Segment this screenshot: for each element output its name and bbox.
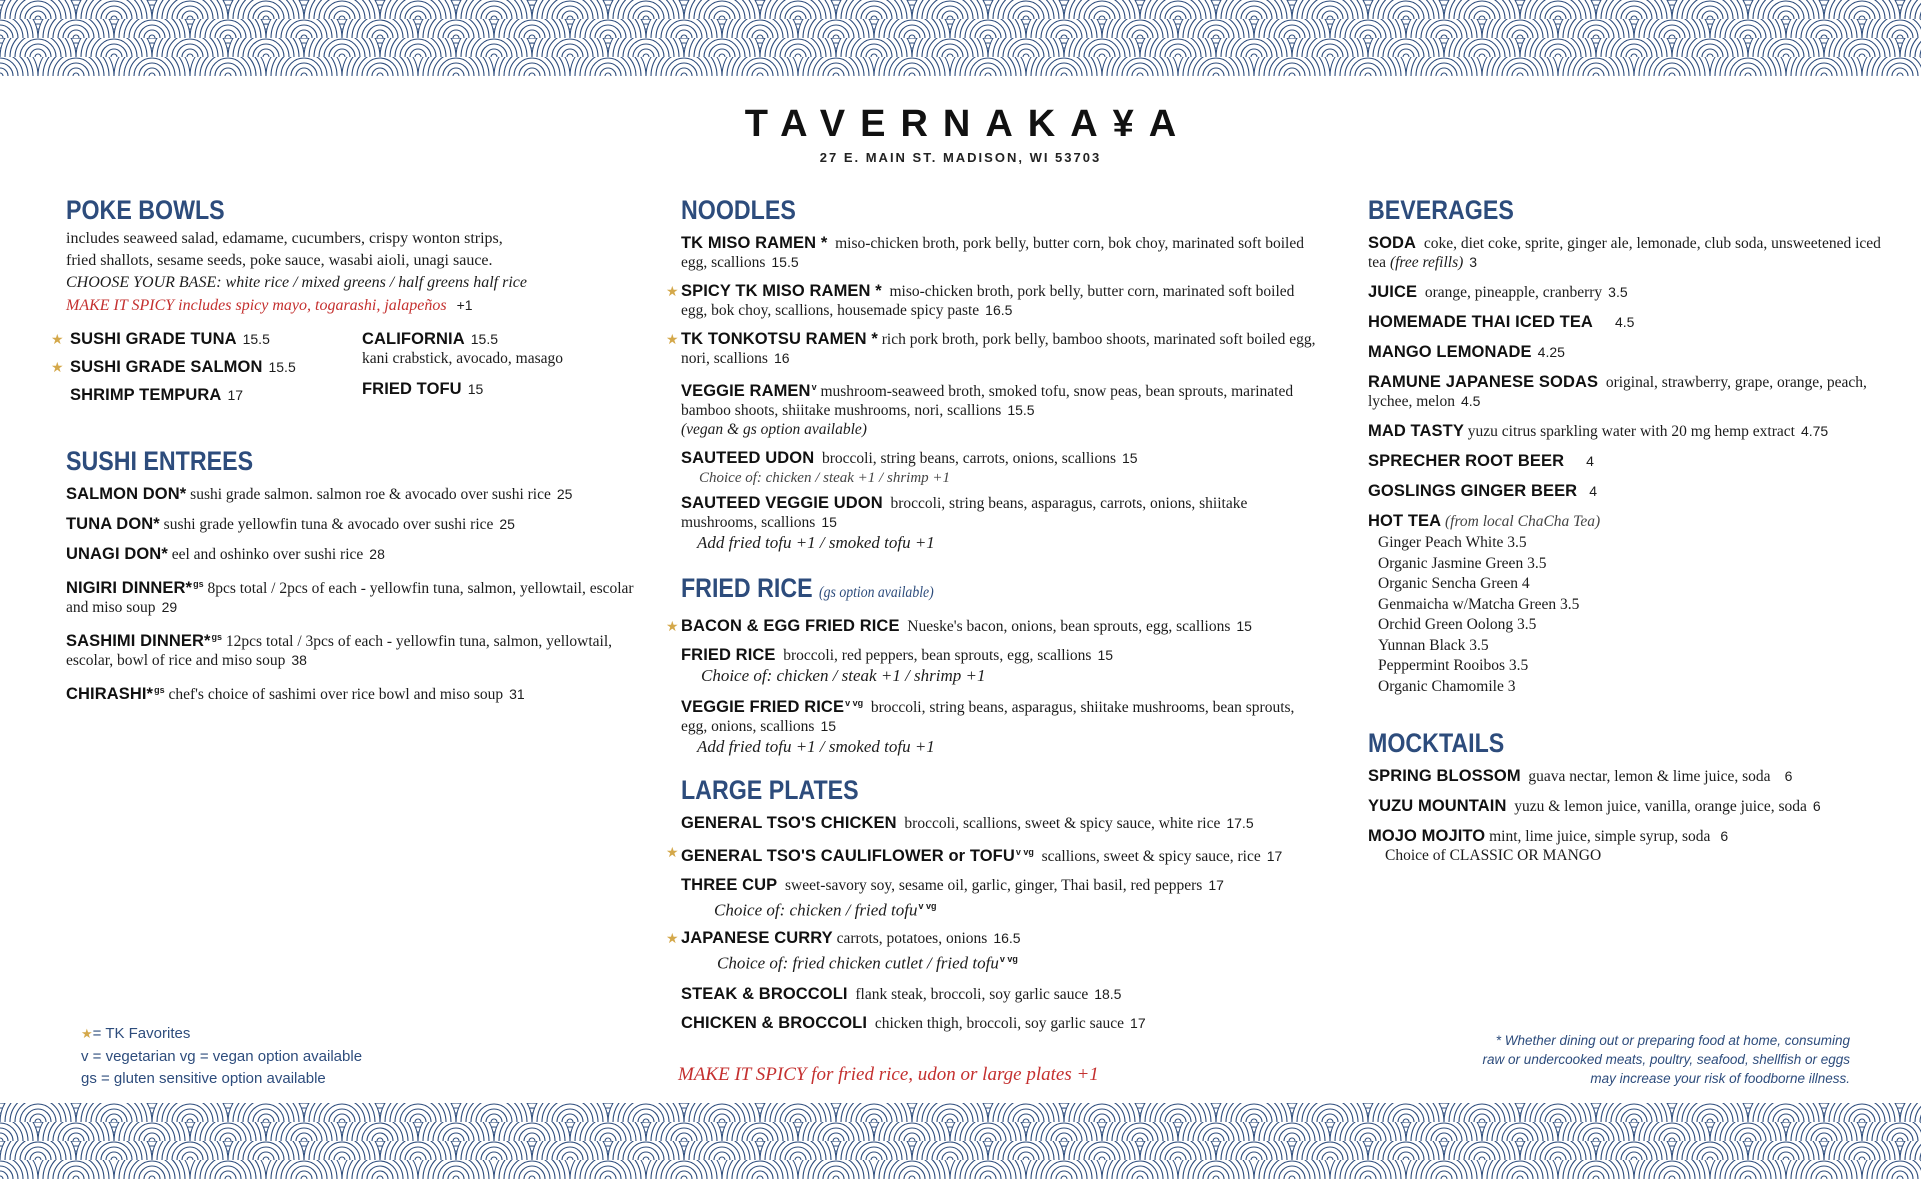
left-column — [51, 194, 636, 730]
item-name: GOSLINGS GINGER BEER — [1368, 482, 1578, 500]
section-title-text: FRIED RICE — [681, 573, 813, 604]
item-name: CHICKEN & BROCCOLI — [681, 1013, 868, 1032]
item-desc: broccoli, string beans, carrots, onions, scallions — [821, 450, 1116, 468]
item-price: 15 — [1236, 618, 1252, 635]
item-desc: yuzu citrus sparkling water with 20 mg hemp extract — [1467, 423, 1795, 440]
item-choice: Add fried tofu +1 / smoked tofu +1 — [697, 533, 935, 553]
item-desc: miso-chicken broth, pork belly, butter corn, bok choy, marinated soft boiled egg, scallions — [681, 235, 1304, 271]
item-desc: Nueske's bacon, onions, bean sprouts, egg, scallions — [907, 618, 1231, 636]
item-desc: mint, lime juice, simple syrup, soda — [1489, 828, 1711, 845]
menu-item — [681, 814, 1321, 833]
tea-option: Genmaicha w/Matcha Green 3.5 — [1378, 595, 1580, 613]
favorite-star-icon: ★ — [666, 619, 679, 636]
section-title: POKE BOWLS — [66, 195, 225, 225]
item-name: SAUTEED VEGGIE UDON — [681, 494, 883, 513]
right-column — [1368, 194, 1888, 891]
item-desc: guava nectar, lemon & lime juice, soda — [1528, 768, 1771, 785]
disclaimer-line: * Whether dining out or preparing food at home, consuming — [1495, 1033, 1850, 1048]
tea-option: Organic Chamomile 3 — [1378, 677, 1516, 695]
section-title: LARGE PLATES — [681, 775, 859, 806]
item-name: UNAGI DON* — [66, 545, 168, 563]
restaurant-address: 27 E. MAIN ST. MADISON, WI 53703 — [819, 150, 1102, 165]
menu-item — [666, 617, 1321, 636]
item-name: MOJO MOJITO — [1368, 827, 1486, 845]
item-desc: miso-chicken broth, pork belly, butter corn, marinated soft boiled egg, bok choy, scallions, housemade spicy paste — [681, 283, 1295, 319]
poke-col-1 — [51, 321, 362, 405]
menu-item — [1368, 373, 1888, 411]
item-desc: chef's choice of sashimi over rice bowl and miso soup — [168, 686, 504, 704]
item-price: 25 — [499, 516, 515, 532]
menu-item — [1368, 422, 1888, 441]
item-price: 25 — [556, 486, 573, 502]
wave-pattern-top — [0, 0, 1921, 76]
item-name: THREE CUP — [681, 876, 778, 895]
header — [0, 104, 1921, 165]
sushi-entrees-section — [66, 445, 636, 704]
item-desc: scallions, sweet & spicy sauce, rice — [1041, 848, 1261, 866]
menu-item — [681, 694, 1321, 758]
dietary-tag: gs — [211, 632, 223, 643]
item-price: 15 — [1121, 450, 1138, 467]
item-name: TK MISO RAMEN * — [681, 234, 828, 252]
item-price: 15.5 — [242, 331, 270, 347]
item-name: VEGGIE FRIED RICE — [681, 698, 845, 717]
item-name: JUICE — [1368, 283, 1418, 301]
item-name: HOMEMADE THAI ICED TEA — [1368, 313, 1593, 331]
item-note: (from local ChaCha Tea) — [1445, 513, 1601, 530]
item-desc: flank steak, broccoli, soy garlic sauce — [855, 985, 1089, 1003]
menu-item — [66, 485, 636, 504]
item-name: SPRECHER ROOT BEER — [1368, 452, 1565, 470]
item-desc: rich pork broth, pork belly, bamboo shoots, marinated soft boiled egg, nori, scallions — [681, 331, 1316, 367]
item-name: SUSHI GRADE SALMON — [70, 358, 263, 376]
menu-item — [66, 628, 636, 670]
favorite-star-icon: ★ — [81, 1027, 93, 1042]
item-desc: 8pcs total / 2pcs of each - yellowfin tuna, salmon, yellowtail, escolar and miso soup — [66, 580, 634, 617]
menu-item — [1368, 234, 1888, 272]
menu-item — [51, 358, 362, 377]
legend-dietary: v = vegetarian vg = vegan option available — [81, 1048, 363, 1065]
item-choice-text: Choice of: chicken / fried tofu — [714, 901, 918, 921]
item-price: 3 — [1469, 254, 1478, 270]
item-price: 17 — [1130, 1014, 1146, 1031]
tea-option: Peppermint Rooibos 3.5 — [1378, 657, 1529, 674]
item-name: SALMON DON* — [66, 485, 187, 503]
menu-item — [666, 929, 1321, 975]
item-price: 4.5 — [1614, 314, 1635, 330]
favorite-star-icon: ★ — [666, 284, 679, 300]
item-price: 29 — [161, 599, 178, 616]
item-price: 6 — [1784, 768, 1793, 784]
menu-item — [66, 545, 636, 564]
item-name: SASHIMI DINNER* — [66, 632, 211, 651]
dietary-tag: gs — [193, 579, 204, 589]
base-choice — [66, 272, 636, 294]
item-name: SPICY TK MISO RAMEN * — [681, 282, 882, 300]
menu-item — [1368, 283, 1888, 302]
menu-item — [681, 876, 1321, 922]
item-desc: eel and oshinko over sushi rice — [171, 546, 364, 563]
favorite-star-icon: ★ — [51, 332, 64, 348]
favorite-star-icon: ★ — [51, 360, 64, 376]
item-price: 17 — [227, 387, 244, 403]
menu-item — [66, 575, 636, 617]
item-name: SPRING BLOSSOM — [1368, 767, 1521, 785]
intro-line: fried shallots, sesame seeds, poke sauce, wasabi aioli, unagi sauce. — [66, 252, 493, 269]
item-name: MAD TASTY — [1368, 422, 1464, 440]
spicy-option — [66, 294, 636, 317]
menu-item — [666, 843, 1321, 866]
item-desc: sushi grade salmon. salmon roe & avocado over sushi rice — [190, 486, 551, 503]
item-price: 16 — [773, 350, 790, 366]
item-price: 16.5 — [985, 302, 1013, 318]
item-desc: kani crabstick, avocado, masago — [362, 350, 563, 367]
item-price: 4 — [1586, 453, 1594, 469]
item-name: SHRIMP TEMPURA — [70, 386, 222, 404]
item-name: GENERAL TSO'S CAULIFLOWER or TOFU — [681, 847, 1015, 866]
item-name: CHIRASHI* — [66, 685, 154, 704]
menu-item — [362, 330, 632, 368]
item-desc: 12pcs total / 3pcs of each - yellowfin tuna, salmon, yellowtail, escolar, bowl of rice and miso soup — [66, 633, 613, 670]
item-desc: carrots, potatoes, onions — [836, 930, 988, 948]
item-name: FRIED TOFU — [362, 380, 462, 398]
disclaimer-line: raw or undercooked meats, poultry, seafood, shellfish or eggs — [1482, 1052, 1850, 1067]
base-label: CHOOSE YOUR BASE: — [66, 274, 222, 291]
item-desc: sweet-savory soy, sesame oil, garlic, ginger, Thai basil, red peppers — [785, 877, 1203, 895]
item-name: VEGGIE RAMEN — [681, 382, 811, 401]
item-name: JAPANESE CURRY — [681, 929, 833, 948]
dietary-tag: v vg — [845, 698, 864, 709]
menu-item — [681, 494, 1321, 554]
tea-option: Orchid Green Oolong 3.5 — [1378, 616, 1537, 633]
menu-item — [1368, 767, 1888, 786]
dietary-tag: v vg — [1015, 847, 1034, 858]
item-desc: original, strawberry, grape, orange, peach, lychee, melon — [1368, 374, 1867, 410]
menu-item — [51, 330, 362, 349]
item-desc: broccoli, scallions, sweet & spicy sauce, white rice — [904, 815, 1221, 833]
legend — [81, 1023, 362, 1090]
item-name: RAMUNE JAPANESE SODAS — [1368, 373, 1599, 391]
item-name: BACON & EGG FRIED RICE — [681, 617, 900, 636]
item-price: 31 — [509, 686, 525, 703]
item-choice: Choice of CLASSIC OR MANGO — [1385, 847, 1602, 864]
section-title — [681, 572, 1231, 609]
base-options: white rice / mixed greens / half greens half rice — [225, 274, 527, 291]
item-price: 17 — [1266, 848, 1283, 865]
dietary-tag: v vg — [999, 954, 1018, 965]
legend-gluten: gs = gluten sensitive option available — [81, 1070, 326, 1087]
item-desc: broccoli, string beans, asparagus, shiitake mushrooms, bean sprouts, egg, onions, scallions — [681, 699, 1295, 736]
item-name: STEAK & BROCCOLI — [681, 984, 848, 1003]
item-price: 6 — [1720, 828, 1729, 844]
item-note: (vegan & gs option available) — [681, 421, 867, 439]
item-price: 15.5 — [470, 331, 498, 347]
poke-col-2 — [362, 321, 632, 405]
item-price: 15 — [467, 381, 484, 397]
item-name: YUZU MOUNTAIN — [1368, 797, 1507, 815]
menu-item — [1368, 482, 1888, 501]
menu-item — [681, 985, 1321, 1004]
favorite-star-icon: ★ — [666, 931, 679, 948]
item-name: MANGO LEMONADE — [1368, 343, 1532, 361]
section-title: NOODLES — [681, 195, 796, 225]
menu-item — [681, 1014, 1321, 1033]
tea-list — [1378, 533, 1888, 697]
item-price: 6 — [1812, 798, 1821, 814]
menu-item — [362, 380, 632, 399]
menu-item — [66, 386, 362, 405]
menu-item — [1368, 313, 1888, 332]
tea-option: Ginger Peach White 3.5 — [1378, 534, 1527, 551]
middle-column — [666, 194, 1321, 1059]
item-price: 15 — [821, 514, 837, 531]
spicy-text: MAKE IT SPICY includes spicy mayo, togarashi, jalapeños — [66, 297, 447, 314]
item-choice — [717, 948, 1321, 975]
favorite-star-icon: ★ — [666, 332, 679, 348]
item-price: 15.5 — [771, 254, 799, 270]
item-price: 4.5 — [1460, 393, 1481, 409]
item-price: 38 — [291, 652, 307, 669]
tea-option: Organic Jasmine Green 3.5 — [1378, 554, 1547, 572]
section-title: MOCKTAILS — [1368, 728, 1505, 758]
item-note: (free refills) — [1389, 254, 1464, 271]
favorite-star-icon: ★ — [666, 845, 679, 862]
beverages-section — [1368, 194, 1888, 697]
item-desc: yuzu & lemon juice, vanilla, orange juice, soda — [1514, 798, 1807, 815]
item-price: 17 — [1208, 877, 1224, 894]
section-title: BEVERAGES — [1368, 195, 1514, 225]
menu-item — [666, 282, 1321, 320]
wave-pattern-bottom — [0, 1103, 1921, 1179]
item-name: TK TONKOTSU RAMEN * — [681, 330, 878, 348]
item-choice — [714, 895, 1321, 922]
menu-item — [1368, 452, 1888, 471]
item-price: 17.5 — [1226, 815, 1254, 832]
menu-item — [666, 330, 1321, 368]
item-name: HOT TEA — [1368, 512, 1442, 530]
item-price: 15 — [820, 718, 837, 735]
section-note: (gs option available) — [819, 584, 934, 602]
item-desc: mushroom-seaweed broth, smoked tofu, snow peas, bean sprouts, marinated bamboo shoots, shiitake mushrooms, nori, scallions — [681, 383, 1294, 420]
item-price: 4.25 — [1537, 344, 1565, 360]
item-desc: broccoli, string beans, asparagus, carrots, onions, shiitake mushrooms, scallions — [681, 495, 1248, 532]
menu-item — [1368, 827, 1888, 865]
menu-item — [66, 515, 636, 534]
poke-bowls-section — [51, 194, 636, 405]
mocktails-section — [1368, 727, 1888, 865]
spicy-note: MAKE IT SPICY for fried rice, udon or large plates +1 — [678, 1064, 1099, 1085]
item-name: SAUTEED UDON — [681, 449, 815, 468]
item-price: 18.5 — [1094, 985, 1122, 1002]
poke-intro — [66, 228, 636, 317]
menu-item — [66, 681, 636, 704]
menu-item — [681, 449, 1321, 488]
item-desc: sushi grade yellowfin tuna & avocado over sushi rice — [163, 516, 494, 533]
menu-item — [681, 234, 1321, 272]
poke-items — [51, 321, 636, 405]
disclaimer-line: may increase your risk of foodborne illness. — [1590, 1071, 1850, 1086]
item-name: SUSHI GRADE TUNA — [70, 330, 237, 348]
item-name: FRIED RICE — [681, 646, 776, 665]
noodles-section — [666, 194, 1321, 554]
menu-item — [681, 646, 1321, 687]
item-desc: chicken thigh, broccoli, soy garlic sauce — [874, 1014, 1125, 1032]
dietary-tag: v vg — [918, 901, 937, 912]
fried-rice-section — [666, 572, 1321, 758]
item-price: 4.75 — [1800, 423, 1829, 439]
item-name: SODA — [1368, 234, 1417, 252]
tea-option: Organic Sencha Green 4 — [1378, 575, 1530, 592]
item-name: NIGIRI DINNER* — [66, 579, 193, 598]
item-price: 15 — [1097, 647, 1114, 664]
item-name: CALIFORNIA — [362, 330, 465, 348]
item-name: GENERAL TSO'S CHICKEN — [681, 814, 897, 833]
legend-favorites-text: = TK Favorites — [92, 1025, 191, 1042]
item-price: 16.5 — [993, 930, 1021, 947]
menu-item — [1368, 343, 1888, 362]
item-choice: Choice of: chicken / steak +1 / shrimp +1 — [701, 666, 986, 686]
item-choice: Choice of: chicken / steak +1 / shrimp +1 — [699, 470, 951, 487]
item-desc: orange, pineapple, cranberry — [1424, 284, 1603, 301]
item-price: 15.5 — [268, 359, 296, 375]
dietary-tag: gs — [154, 685, 165, 696]
tea-option: Yunnan Black 3.5 — [1378, 636, 1489, 654]
item-desc: broccoli, red peppers, bean sprouts, egg, scallions — [783, 647, 1092, 665]
item-price: 3.5 — [1608, 284, 1628, 300]
item-price: 28 — [369, 546, 385, 562]
item-desc: coke, diet coke, sprite, ginger ale, lemonade, club soda, unsweetened iced tea — [1368, 235, 1881, 271]
large-plates-section — [666, 774, 1321, 1032]
item-choice: Add fried tofu +1 / smoked tofu +1 — [697, 737, 935, 757]
menu-item — [1368, 797, 1888, 816]
item-price: 4 — [1589, 483, 1597, 499]
food-safety-disclaimer — [1430, 1031, 1850, 1088]
dietary-tag: v — [811, 382, 817, 392]
hot-tea-item — [1368, 512, 1888, 697]
spicy-price: +1 — [456, 297, 473, 313]
item-price: 15.5 — [1007, 402, 1035, 419]
restaurant-name: TAVERNAKA¥A — [744, 103, 1192, 145]
item-name: TUNA DON* — [66, 515, 160, 533]
legend-favorites — [81, 1023, 362, 1046]
section-title: SUSHI ENTREES — [66, 446, 254, 476]
intro-line: includes seaweed salad, edamame, cucumbers, crispy wonton strips, — [66, 230, 503, 247]
menu-item — [681, 378, 1321, 439]
item-choice-text: Choice of: fried chicken cutlet / fried tofu — [717, 953, 999, 973]
